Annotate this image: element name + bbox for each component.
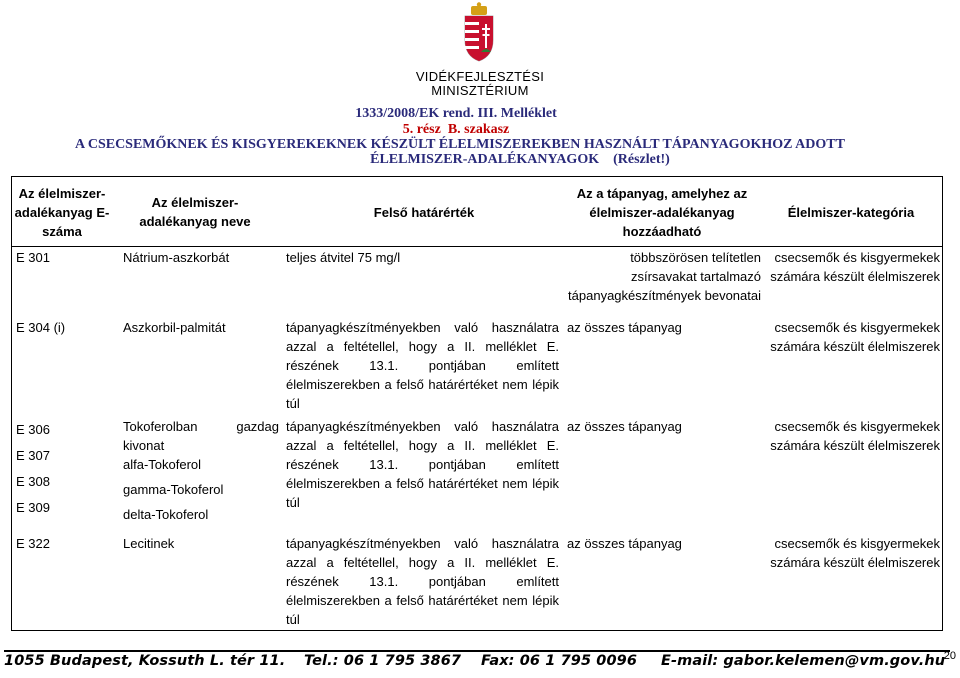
- row2-additive-name: Aszkorbil-palmitát: [123, 320, 226, 335]
- row4-e-number: E 322: [16, 536, 50, 551]
- document-title-line1: A CSECSEMŐKNEK ÉS KISGYEREKEKNEK KÉSZÜLT ÉLELMISZEREKBEN HASZNÁLT TÁPANYAGOKHOZ ADOTT: [75, 137, 845, 152]
- part-prefix: 5. rész: [402, 122, 441, 137]
- footer-rule: [4, 650, 950, 652]
- footer-address: 1055 Budapest, Kossuth L. tér 11.: [4, 653, 286, 669]
- regulation-reference: 1333/2008/EK rend. III. Melléklet: [355, 106, 557, 121]
- document-title-line2: [40, 152, 960, 167]
- row3-food-category: csecsemők és kisgyermekek számára készült élelmiszerek: [770, 419, 940, 453]
- row3-e-number: E 309: [16, 500, 50, 515]
- header-additive-name: Az élelmiszer-adalékanyag neve: [139, 195, 251, 229]
- excerpt-note: (Részlet!): [613, 152, 670, 167]
- ministry-name-line1: VIDÉKFEJLESZTÉSI: [415, 69, 545, 84]
- ministry-name-line2: MINISZTÉRIUM: [431, 83, 529, 98]
- row4-food-category: csecsemők és kisgyermekek számára készült élelmiszerek: [770, 536, 940, 570]
- row4-additive-name: Lecitinek: [123, 536, 175, 551]
- coat-of-arms-logo: [462, 2, 496, 62]
- row4-nutrient: az összes tápanyag: [567, 536, 682, 551]
- header-food-category: Élelmiszer-kategória: [787, 204, 915, 220]
- row3-e-number: E 307: [16, 448, 50, 463]
- row3-additive-name: gamma-Tokoferol: [123, 482, 224, 497]
- row2-food-category: csecsemők és kisgyermekek számára készült élelmiszerek: [770, 320, 940, 354]
- row3-additive-name: Tokoferolban gazdag kivonat: [123, 419, 279, 453]
- row3-additive-name: delta-Tokoferol: [123, 507, 209, 522]
- row3-e-number: E 308: [16, 474, 50, 489]
- additives-table: [11, 176, 943, 631]
- row3-nutrient: az összes tápanyag: [567, 419, 682, 434]
- row1-additive-name: Nátrium-aszkorbát: [123, 250, 230, 265]
- footer-email: E-mail: gabor.kelemen@vm.gov.hu: [661, 653, 946, 669]
- page-number: 20: [943, 650, 956, 662]
- row3-e-numbers: [16, 417, 116, 521]
- row1-e-number: E 301: [16, 250, 50, 265]
- part-section-label: B. szakasz: [447, 122, 510, 137]
- row2-e-number: E 304 (i): [16, 320, 66, 335]
- row4-maximum-level: tápanyagkészítményekben való használatra azzal a feltétellel, hogy a II. melléklet E. részének 13.1. pontjában említett élelmiszerekben a felső határértéket nem lépik túl: [286, 536, 559, 627]
- row2-maximum-level: tápanyagkészítményekben való használatra azzal a feltétellel, hogy a II. melléklet E. részének 13.1. pontjában említett élelmiszerekben a felső határértéket nem lépik túl: [286, 320, 559, 411]
- row3-maximum-level: tápanyagkészítményekben való használatra azzal a feltétellel, hogy a II. melléklet E. részének 13.1. pontjában említett élelmiszerekben a felső határértéket nem lépik túl: [286, 419, 559, 510]
- footer-phone: Tel.: 06 1 795 3867: [304, 653, 462, 669]
- row1-maximum-level: teljes átvitel 75 mg/l: [286, 250, 401, 265]
- row1-food-category: csecsemők és kisgyermekek számára készült élelmiszerek: [770, 250, 940, 284]
- header-e-number: Az élelmiszer-adalékanyag E-száma: [14, 185, 110, 239]
- part-section: [0, 122, 936, 137]
- row1-nutrient: többszörösen telítetlen zsírsavakat tartalmazó tápanyagkészítmények bevonatai: [568, 250, 761, 303]
- row3-e-number: E 306: [16, 422, 50, 437]
- header-nutrient: Az a tápanyag, amelyhez az élelmiszer-adalékanyag hozzáadható: [576, 185, 748, 239]
- footer-fax: Fax: 06 1 795 0096: [481, 653, 638, 669]
- row2-nutrient: az összes tápanyag: [567, 320, 682, 335]
- header-separator: [12, 246, 942, 247]
- row3-additive-names: [123, 417, 279, 524]
- row3-additive-name: alfa-Tokoferol: [123, 457, 202, 472]
- header-maximum-level: Felső határérték: [373, 204, 475, 220]
- title-line2-text: ÉLELMISZER-ADALÉKANYAGOK: [370, 152, 600, 167]
